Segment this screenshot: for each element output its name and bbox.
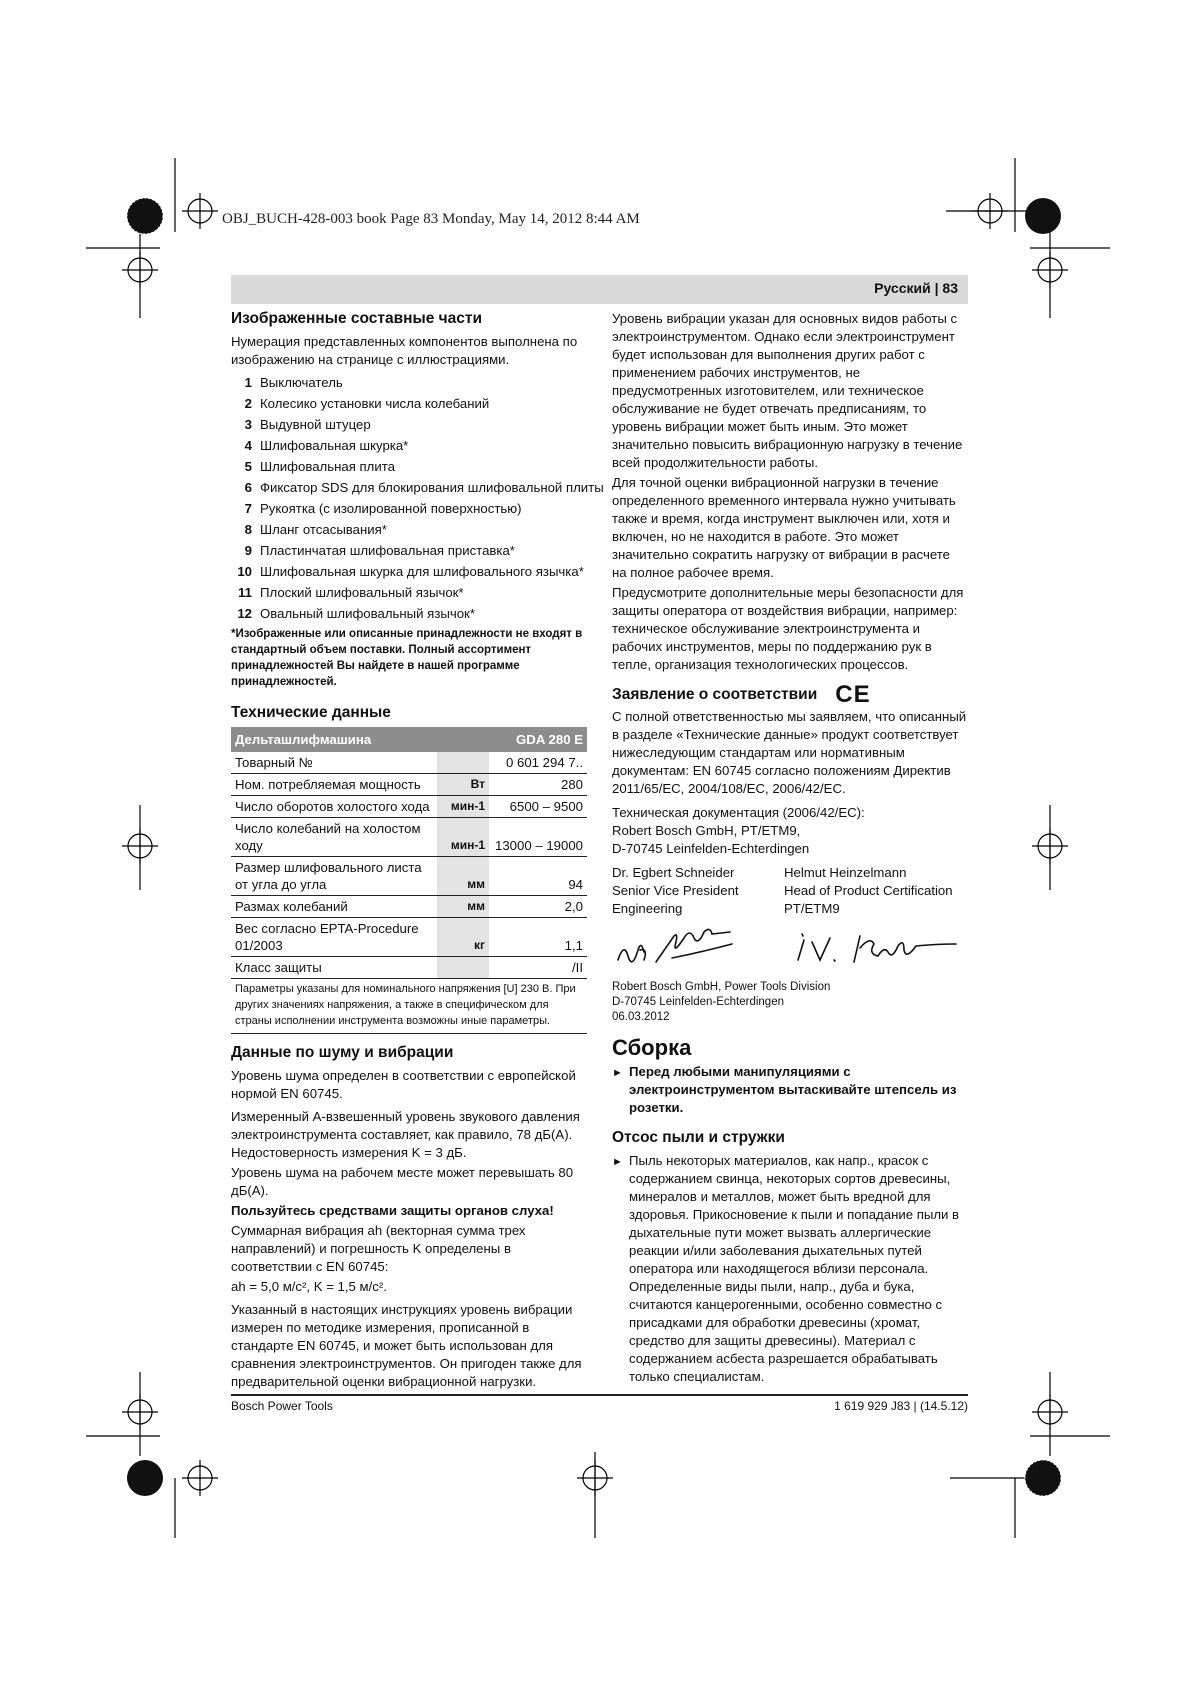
- company-block: [612, 980, 968, 1025]
- components-list: [231, 372, 604, 624]
- list-item: [231, 519, 587, 540]
- cell-value: 2,0: [489, 896, 587, 918]
- footer-code: 1 619 929 J83 | (14.5.12): [834, 1399, 968, 1413]
- signer-1: [612, 864, 784, 918]
- item-number: 6: [244, 480, 252, 495]
- item-number: 3: [244, 417, 252, 432]
- vibration-p3: Предусмотрите дополнительные меры безопасности для защиты оператора от воздействия вибрации, например: техническое обслуживание электроинструмента и рабочих инструментов, меры по поддержанию рук в тепле, организация технологических процессов.: [612, 585, 964, 672]
- signer-2: [784, 864, 956, 918]
- page-header-bar: [231, 275, 968, 304]
- table-row: [231, 818, 587, 857]
- bullet-triangle-icon: ►: [612, 1156, 623, 1168]
- dust-bullet: [612, 1152, 968, 1386]
- item-number: 10: [237, 564, 252, 579]
- signer-1-name: Dr. Egbert Schneider: [612, 865, 735, 880]
- item-label: Рукоятка (с изолированной поверхностью): [260, 501, 522, 516]
- cell-unit: [437, 752, 489, 774]
- cell-unit: [437, 957, 489, 979]
- item-number: 8: [244, 522, 252, 537]
- cell-label: Класс защиты: [231, 957, 437, 979]
- item-label: Шланг отсасывания*: [260, 522, 387, 537]
- cell-value: 280: [489, 774, 587, 796]
- list-item: [231, 393, 587, 414]
- dust-bullet-text: Пыль некоторых материалов, как напр., красок с содержанием свинца, некоторых сортов древесины, минералов и металлов, может быть вредной для здоровья. Прикосновение к пыли и попадание пыли в дыхательные пути может вызвать аллергические реакции и/или заболевания дыхательных путей оператора или находящегося вблизи персонала. Определенные виды пыли, напр., дуба и бука, считаются канцерогенными, особенно совместно с присадками для обработки древесины (хромат, средство для защиты древесины). Материал с содержанием асбеста разрешается обрабатывать только специалистам.: [629, 1153, 960, 1384]
- list-item: [231, 414, 587, 435]
- conformity-title: Заявление о соответствии: [612, 686, 818, 703]
- item-label: Пластинчатая шлифовальная приставка*: [260, 543, 515, 558]
- list-item: [231, 477, 604, 498]
- technical-title: Технические данные: [231, 704, 391, 721]
- cell-value: 1,1: [489, 918, 587, 957]
- list-item: [231, 498, 587, 519]
- company-address: D-70745 Leinfelden-Echterdingen: [612, 996, 784, 1008]
- list-item: [231, 603, 587, 624]
- noise-p4: Суммарная вибрация ah (векторная сумма трех направлений) и погрешность K определены в соответствии с EN 60745:: [231, 1223, 526, 1274]
- left-column: [231, 310, 604, 1393]
- assembly-title: Сборка: [612, 1035, 692, 1060]
- cell-unit: мин-1: [437, 818, 489, 857]
- list-item: [231, 582, 587, 603]
- item-label: Выключатель: [260, 375, 343, 390]
- item-number: 2: [244, 396, 252, 411]
- list-item: [231, 372, 587, 393]
- item-label: Шлифовальная шкурка для шлифовального язычка*: [260, 564, 584, 579]
- components-intro: Нумерация представленных компонентов выполнена по изображению на странице с иллюстрациями.: [231, 334, 578, 367]
- techdoc-title: Техническая документация (2006/42/EC):: [612, 805, 865, 820]
- header-page-number: 83: [942, 280, 958, 296]
- footer-rule: [231, 1394, 968, 1396]
- table-row: [231, 857, 587, 896]
- list-item: [231, 540, 587, 561]
- table-row: [231, 957, 587, 979]
- noise-p2: Измеренный А-взвешенный уровень звукового давления электроинструмента составляет, как правило, 78 дБ(A). Недостоверность измерения K = 3 дБ.: [231, 1109, 580, 1160]
- techdoc-company: Robert Bosch GmbH, PT/ETM9,: [612, 823, 801, 838]
- item-number: 11: [238, 585, 252, 600]
- signer-2-name: Helmut Heinzelmann: [784, 865, 907, 880]
- item-label: Шлифовальная шкурка*: [260, 438, 409, 453]
- technical-table: [231, 727, 587, 979]
- item-label: Шлифовальная плита: [260, 459, 395, 474]
- conformity-heading: [612, 681, 968, 708]
- table-header-model: GDA 280 E: [489, 727, 587, 752]
- list-item: [231, 435, 587, 456]
- item-number: 4: [244, 438, 252, 453]
- item-number: 7: [244, 501, 252, 516]
- cell-label: Размер шлифовального листа от угла до угла: [231, 857, 437, 896]
- header-language: Русский: [874, 280, 931, 296]
- cell-value: /II: [489, 957, 587, 979]
- right-column: [612, 310, 968, 1386]
- item-number: 12: [237, 606, 252, 621]
- company-date: 06.03.2012: [612, 1011, 670, 1023]
- cell-value: 94: [489, 857, 587, 896]
- cell-unit: мм: [437, 857, 489, 896]
- item-label: Колесико установки числа колебаний: [260, 396, 490, 411]
- components-footnote: *Изображенные или описанные принадлежности не входят в стандартный объем поставки. Полный ассортимент принадлежностей Вы найдете в нашей программе принадлежностей.: [231, 628, 583, 688]
- cell-label: Размах колебаний: [231, 896, 437, 918]
- page-header: Русский | 83: [874, 280, 958, 296]
- vibration-p1: Уровень вибрации указан для основных видов работы с электроинструментом. Однако если электроинструмент будет использован для выполнения других работ с применением рабочих инструментов, не предусмотренных изготовителем, или техническое обслуживание не будет отвечать предписаниям, то уровень вибрации может быть иным. Это может значительно повысить вибрационную нагрузку в течение всей продолжительности работы.: [612, 311, 963, 470]
- footer-brand: Bosch Power Tools: [231, 1399, 333, 1413]
- table-row: [231, 774, 587, 796]
- list-item: [231, 561, 587, 582]
- table-row: [231, 918, 587, 957]
- table-row: [231, 752, 587, 774]
- item-number: 1: [244, 375, 252, 390]
- signer-1-role1: Senior Vice President: [612, 883, 739, 898]
- noise-title: Данные по шуму и вибрации: [231, 1044, 454, 1061]
- noise-values: ah = 5,0 м/с², K = 1,5 м/с².: [231, 1279, 387, 1294]
- item-number: 9: [244, 543, 252, 558]
- file-header: OBJ_BUCH-428-003 book Page 83 Monday, May 14, 2012 8:44 AM: [222, 211, 640, 227]
- noise-p3: Уровень шума на рабочем месте может перевышать 80 дБ(А).: [231, 1165, 574, 1198]
- cell-value: 13000 – 19000: [489, 818, 587, 857]
- conformity-text: С полной ответственностью мы заявляем, что описанный в разделе «Технические данные» продукт соответствует нижеследующим стандартам или нормативным документам: EN 60745 согласно положениям Директив 2011/65/EC, 2004/108/EC, 2006/42/EC.: [612, 709, 967, 796]
- cell-value: 6500 – 9500: [489, 796, 587, 818]
- cell-label: Товарный №: [231, 752, 437, 774]
- item-label: Выдувной штуцер: [260, 417, 371, 432]
- signers: [612, 864, 968, 918]
- assembly-bullet-text: Перед любыми манипуляциями с электроинструментом вытаскивайте штепсель из розетки.: [629, 1064, 957, 1115]
- table-row: [231, 896, 587, 918]
- components-title: Изображенные составные части: [231, 310, 483, 327]
- noise-p5: Указанный в настоящих инструкциях уровень вибрации измерен по методике измерения, прописанной в стандарте EN 60745, и может быть использован для сравнения электроинструментов. Он пригоден также для предварительной оценки вибрационной нагрузки.: [231, 1302, 582, 1389]
- cell-unit: мм: [437, 896, 489, 918]
- company-line: Robert Bosch GmbH, Power Tools Division: [612, 981, 831, 993]
- signer-1-role2: Engineering: [612, 901, 683, 916]
- item-label: Овальный шлифовальный язычок*: [260, 606, 475, 621]
- item-label: Плоский шлифовальный язычок*: [260, 585, 464, 600]
- table-row: [231, 796, 587, 818]
- item-label: Фиксатор SDS для блокирования шлифовальной плиты: [260, 480, 604, 495]
- cell-value: 0 601 294 7..: [489, 752, 587, 774]
- noise-p1: Уровень шума определен в соответствии с европейской нормой EN 60745.: [231, 1068, 576, 1101]
- cell-label: Число оборотов холостого хода: [231, 796, 437, 818]
- ce-mark: CE: [835, 681, 871, 708]
- signer-2-role1: Head of Product Certification: [784, 883, 953, 898]
- signatures-image: [612, 920, 968, 976]
- signer-2-role2: PT/ETM9: [784, 901, 840, 916]
- bullet-triangle-icon: ►: [612, 1067, 623, 1079]
- list-item: [231, 456, 587, 477]
- assembly-bullet: [612, 1063, 968, 1117]
- table-header-row: [231, 727, 587, 752]
- cell-label: Вес согласно EPTA-Procedure 01/2003: [231, 918, 437, 957]
- technical-note: Параметры указаны для номинального напряжения [U] 230 В. При других значениях напряжения, а также в специфическом для страны исполнении инструмента возможны иные параметры.: [231, 979, 587, 1034]
- techdoc-address: D-70745 Leinfelden-Echterdingen: [612, 841, 810, 856]
- dust-title: Отсос пыли и стружки: [612, 1129, 785, 1146]
- cell-label: Ном. потребляемая мощность: [231, 774, 437, 796]
- table-header-label: Дельташлифмашина: [231, 727, 489, 752]
- cell-label: Число колебаний на холостом ходу: [231, 818, 437, 857]
- cell-unit: мин-1: [437, 796, 489, 818]
- cell-unit: кг: [437, 918, 489, 957]
- cell-unit: Вт: [437, 774, 489, 796]
- noise-warning: Пользуйтесь средствами защиты органов слуха!: [231, 1203, 554, 1218]
- item-number: 5: [244, 459, 252, 474]
- vibration-p2: Для точной оценки вибрационной нагрузки в течение определенного временного интервала нужно учитывать также и время, когда инструмент выключен или, хотя и включен, но не находится в работе. Это может значительно сократить нагрузку от вибрации в расчете на полное рабочее время.: [612, 475, 956, 580]
